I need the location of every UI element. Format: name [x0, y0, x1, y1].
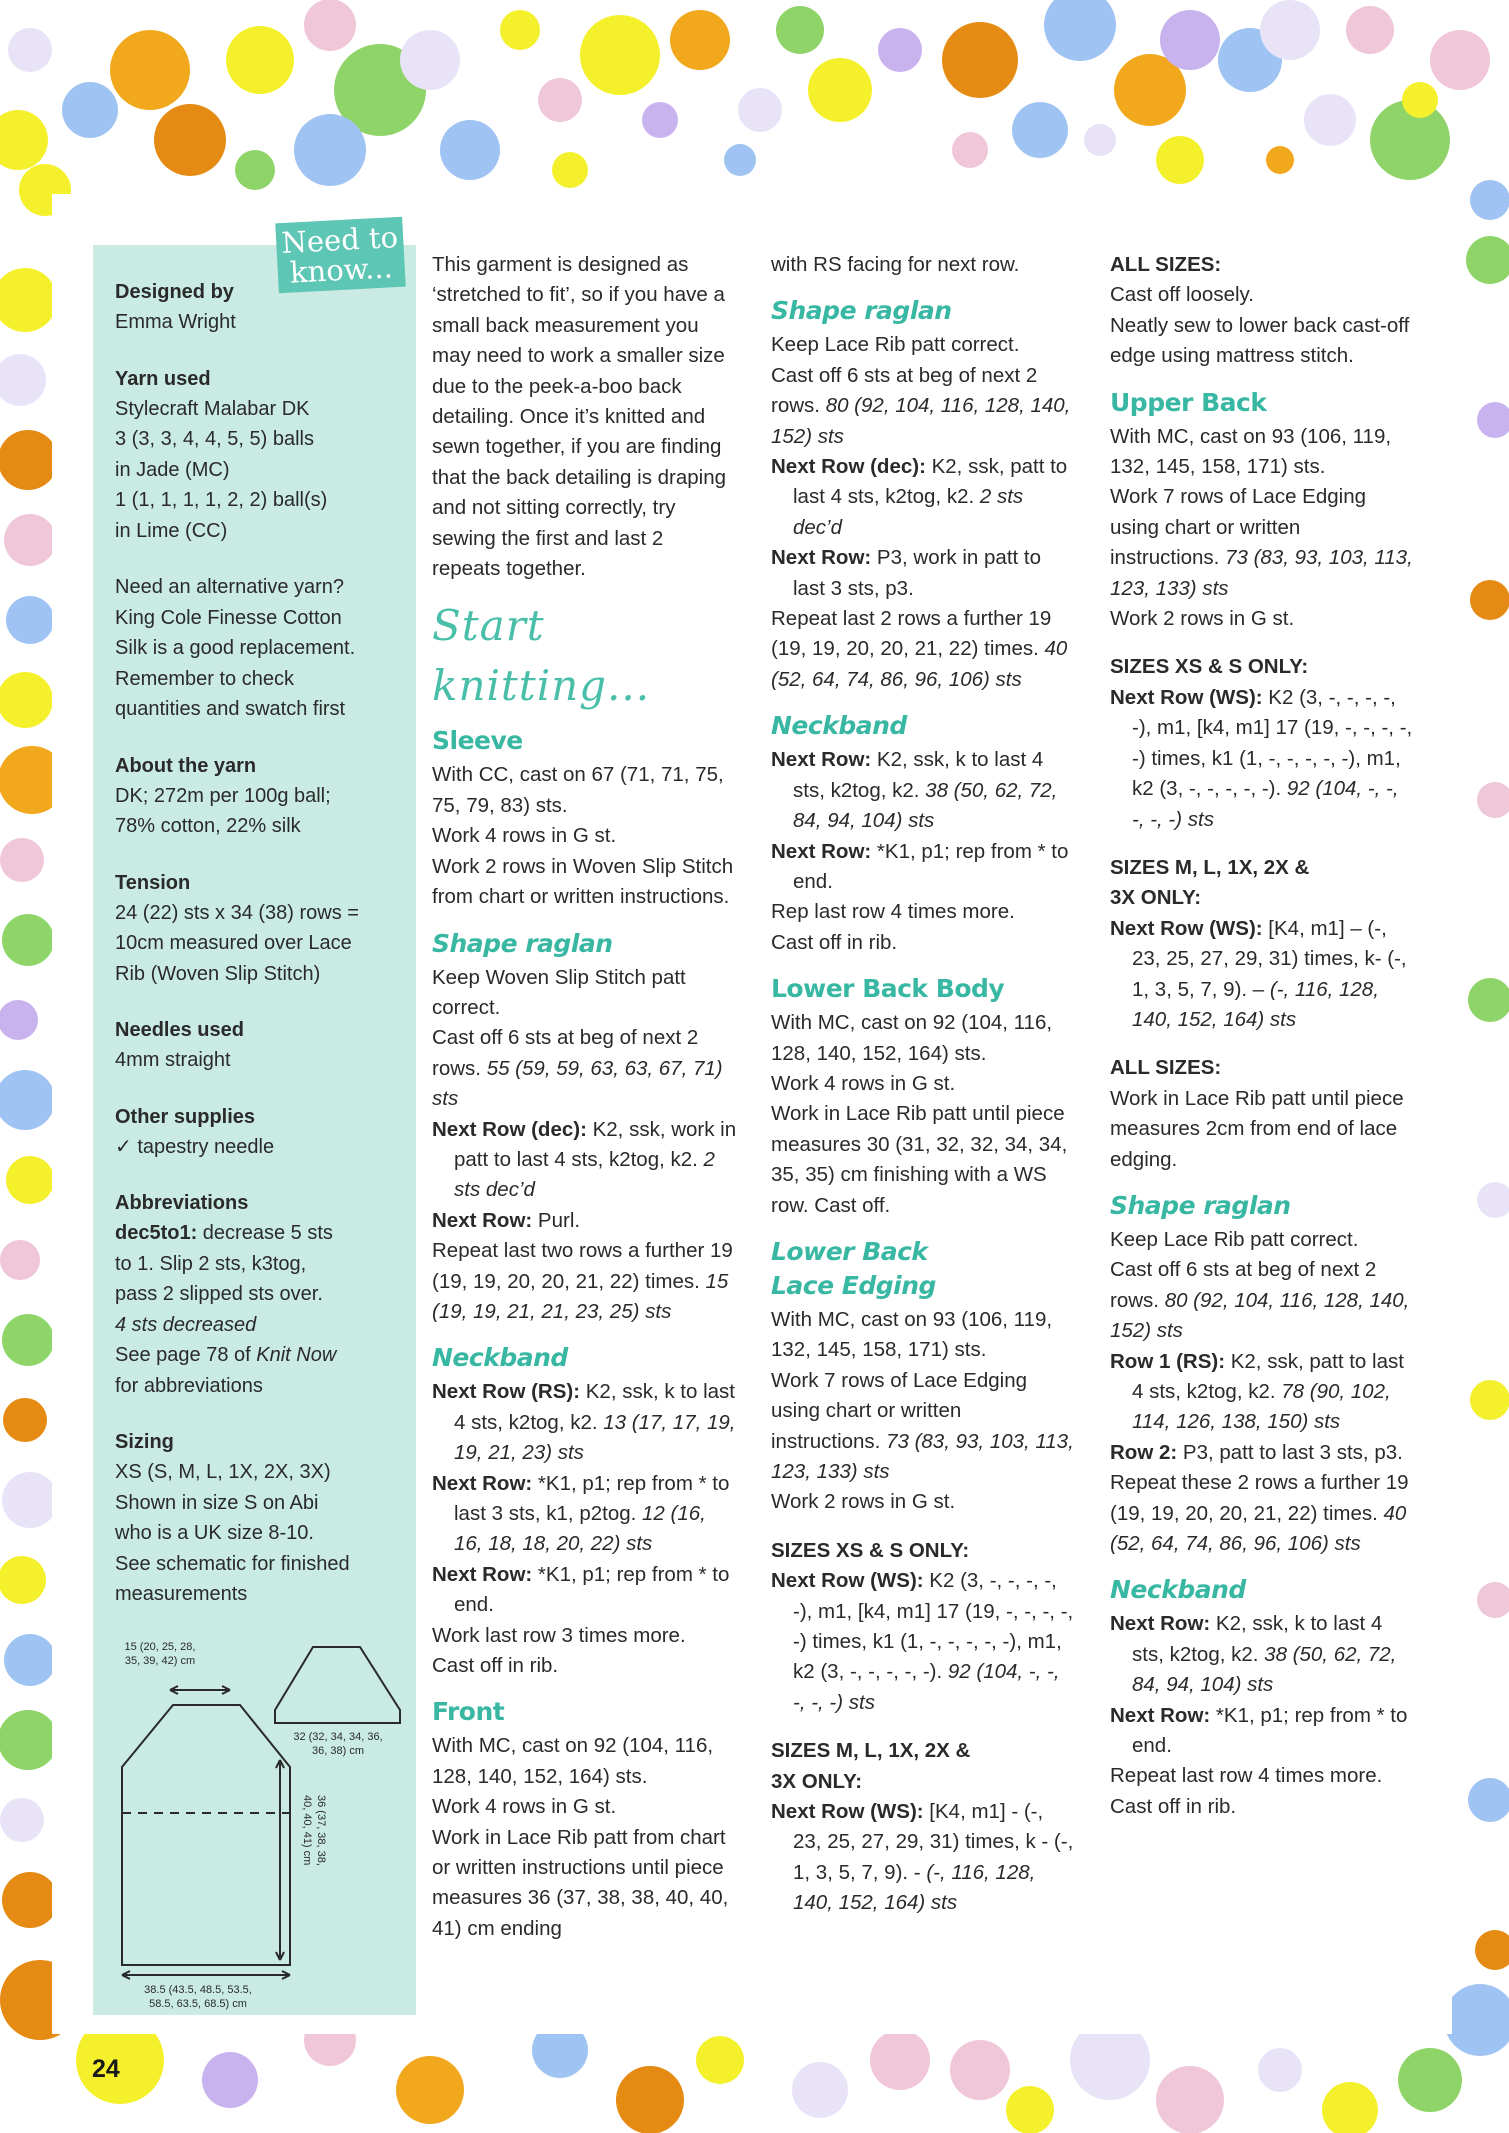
sizing-line: Shown in size S on Abi — [115, 1491, 319, 1514]
sizing-label: Sizing — [115, 1431, 174, 1453]
needles-value: 4mm straight — [115, 1049, 231, 1071]
row-text: K2 (3, -, -, -, -, -), m1, [k4, m1] 17 (19, -, -, -, -, -) times, k1 (1, -, -, -, -, -), m1, k2 (3, -, -, -, -, -). — [793, 1569, 1074, 1684]
row-label: Next Row (WS): — [771, 1800, 924, 1824]
bottom-width-label: 58.5, 63.5, 68.5) cm — [149, 1998, 247, 2010]
alt-yarn-line: Silk is a good replacement. — [115, 637, 356, 659]
row-text: [K4, m1] - (-, 23, 25, 27, 29, 31) times, k - (-, 1, 3, 5, 7, 9). - — [793, 1800, 1074, 1884]
polka-dot — [1260, 0, 1320, 60]
polka-dot — [1156, 2066, 1224, 2133]
abbrev-line: pass 2 slipped sts over. — [115, 1283, 323, 1305]
neck-text: Cast off in rib. — [771, 930, 898, 954]
stitch-count: 2 sts dec’d — [793, 485, 1024, 539]
row-text: *K1, p1; rep from * to end. — [793, 839, 1069, 893]
sleeve-width-label: 32 (32, 34, 34, 36, — [293, 1731, 383, 1743]
row-label: Next Row (WS): — [771, 1569, 924, 1593]
alt-yarn-line: Remember to check — [115, 667, 294, 690]
row-text: K2, ssk, k to last 4 sts, k2tog, k2. — [793, 748, 1044, 802]
bottom-width-label: 38.5 (43.5, 48.5, 53.5, — [144, 1984, 252, 1996]
polka-dot — [0, 1710, 58, 1770]
row-label: Next Row: — [771, 546, 872, 570]
alt-yarn-line: Need an alternative yarn? — [115, 576, 345, 598]
yarn-line: 3 (3, 3, 4, 4, 5, 5) balls — [115, 428, 314, 450]
polka-dot — [1470, 1380, 1509, 1420]
polka-dot — [304, 0, 356, 51]
sizing-line: measurements — [115, 1583, 248, 1605]
polka-dot — [2, 1872, 58, 1928]
polka-dot — [1468, 978, 1509, 1022]
polka-dot — [154, 104, 226, 176]
polka-dot — [0, 430, 58, 490]
upper-back-text: Work 2 rows in G st. — [1110, 607, 1295, 631]
polka-dot — [0, 354, 46, 406]
abbrev-term: dec5to1: — [115, 1222, 198, 1244]
all-sizes-text: Work in Lace Rib patt until piece measures 2cm from end of lace edging. — [1110, 1086, 1404, 1171]
row-label: Next Row (dec): — [432, 1117, 587, 1141]
garment-schematic — [100, 1635, 410, 2010]
polka-dot — [616, 2066, 684, 2133]
polka-dot — [1398, 2048, 1462, 2112]
row-text: *K1, p1; rep from * to end. — [454, 1562, 730, 1617]
polka-dot — [1322, 2082, 1378, 2133]
tension-line: 10cm measured over Lace — [115, 932, 352, 954]
abbreviations-label: Abbreviations — [115, 1192, 249, 1214]
about-yarn-line: 78% cotton, 22% silk — [115, 815, 301, 837]
lace-edging-heading: Lace Edging — [771, 1270, 936, 1300]
polka-dot — [1475, 1930, 1509, 1970]
polka-dot — [4, 514, 56, 566]
polka-dot — [952, 132, 988, 168]
supplies-value: ✓ tapestry needle — [115, 1135, 275, 1158]
lbb-text: Work in Lace Rib patt until piece measures 30 (31, 32, 32, 34, 34, 35, 35) cm finishing with a WS row. Cast off. — [771, 1102, 1068, 1217]
sizes-xs-s-heading: SIZES XS & S ONLY: — [1110, 655, 1309, 679]
sleeve-raglan-heading: Shape raglan — [432, 928, 613, 958]
row-label: Next Row: — [771, 839, 872, 863]
stitch-count: 15 (19, 19, 21, 21, 23, 25) sts — [432, 1269, 729, 1323]
sizes-m-3x-heading: SIZES M, L, 1X, 2X & — [771, 1739, 971, 1763]
sleeve-outline — [275, 1647, 400, 1723]
lbb-text: With MC, cast on 92 (104, 116, 128, 140, 152, 164) sts. — [771, 1011, 1053, 1065]
back-raglan-heading: Shape raglan — [1110, 1190, 1291, 1220]
neck-text: Rep last row 4 times more. — [771, 900, 1015, 924]
designer-name: Emma Wright — [115, 311, 236, 333]
stitch-count: 55 (59, 59, 63, 63, 67, 71) sts — [432, 1056, 723, 1111]
polka-dot — [2, 1472, 58, 1528]
stitch-count: 13 (17, 17, 19, 19, 21, 23) sts — [454, 1410, 736, 1465]
abbrev-result: 4 sts decreased — [115, 1313, 257, 1336]
lace-text: With MC, cast on 93 (106, 119, 132, 145, 158, 171) sts. — [771, 1307, 1053, 1362]
polka-dot — [0, 110, 48, 170]
yarn-line: in Jade (MC) — [115, 458, 230, 481]
polka-dot — [0, 1070, 55, 1130]
raglan-text: Cast off 6 sts at beg of next 2 rows. — [432, 1026, 699, 1080]
designed-by-label: Designed by — [115, 281, 234, 303]
row-text: K2, ssk, k to last 4 sts, k2tog, k2. — [1132, 1612, 1383, 1666]
row-label: Next Row: — [771, 748, 872, 772]
stitch-count: 80 (92, 104, 116, 128, 140, 152) sts — [1110, 1288, 1410, 1343]
stitch-count: 38 (50, 62, 72, 84, 94, 104) sts — [1132, 1642, 1397, 1697]
polka-dot — [1402, 82, 1438, 118]
polka-dot — [396, 2056, 464, 2124]
row-label: Next Row: — [432, 1208, 533, 1232]
polka-dot — [1006, 2086, 1054, 2133]
neck-text: Cast off in rib. — [432, 1654, 559, 1678]
polka-dot — [1156, 136, 1204, 184]
raglan-text: Keep Lace Rib patt correct. — [771, 333, 1020, 357]
polka-dot — [776, 6, 824, 54]
polka-dot — [500, 10, 540, 50]
polka-dot — [1466, 236, 1509, 284]
raglan-text: Repeat last 2 rows a further 19 (19, 19, 20, 20, 21, 22) times. — [771, 607, 1052, 661]
sleeve-text: Work 2 rows in Woven Slip Stitch from chart or written instructions. — [432, 854, 734, 909]
polka-dot — [0, 1556, 46, 1604]
row-text: K2, ssk, patt to last 4 sts, k2tog, k2. — [793, 455, 1068, 509]
neck-text: Work last row 3 times more. — [432, 1623, 686, 1647]
length-label: 40, 40, 41) cm — [301, 1795, 313, 1866]
row-label: Next Row: — [432, 1471, 533, 1495]
row-text: P3, work in patt to last 3 sts, p3. — [793, 546, 1042, 600]
supplies-label: Other supplies — [115, 1105, 256, 1128]
yarn-line: in Lime (CC) — [115, 519, 228, 542]
polka-dot — [1470, 180, 1509, 220]
back-neckband-heading: Neckband — [1110, 1575, 1246, 1605]
body-outline — [122, 1705, 290, 1965]
polka-dot — [1160, 10, 1220, 70]
length-label: 36 (37, 38, 38, — [315, 1795, 327, 1866]
raglan-text: Keep Woven Slip Stitch patt correct. — [432, 965, 686, 1019]
polka-dot — [538, 78, 582, 122]
row-text: *K1, p1; rep from * to last 3 sts, k1, p2tog. — [454, 1471, 730, 1525]
row-label: Next Row: — [1110, 1703, 1211, 1727]
front-neckband-heading: Neckband — [771, 711, 907, 741]
tension-line: Rib (Woven Slip Stitch) — [115, 962, 321, 985]
raglan-text: Keep Lace Rib patt correct. — [1110, 1227, 1359, 1251]
all-sizes-heading: ALL SIZES: — [1110, 253, 1222, 276]
row-text: K2 (3, -, -, -, -, -), m1, [k4, m1] 17 (19, -, -, -, -, -) times, k1 (1, -, -, -, -, -), m1, k2 (3, -, -, -, -, -). — [1132, 685, 1413, 801]
polka-dot — [1468, 1778, 1509, 1822]
raglan-text: Repeat these 2 rows a further 19 (19, 19, 20, 20, 21, 22) times. — [1110, 1471, 1409, 1525]
sleeve-neckband-heading: Neckband — [432, 1343, 568, 1373]
stitch-count: (-, 116, 128, 140, 152, 164) sts — [793, 1860, 1036, 1915]
stitch-count: 92 (104, -, -, -, -, -) sts — [1132, 777, 1399, 831]
stitch-count: 12 (16, 16, 18, 18, 20, 22) sts — [454, 1502, 706, 1556]
sizing-line: who is a UK size 8-10. — [115, 1522, 314, 1544]
polka-dot — [0, 672, 53, 728]
front-text: With MC, cast on 92 (104, 116, 128, 140, 152, 164) sts. — [432, 1734, 714, 1788]
abbrev-def: decrease 5 sts — [197, 1222, 333, 1244]
sizes-m-3x-heading: SIZES M, L, 1X, 2X & — [1110, 855, 1310, 879]
row-label: Next Row: — [1110, 1612, 1211, 1636]
row-label: Next Row (WS): — [1110, 685, 1263, 709]
stitch-count: 40 (52, 64, 74, 86, 96, 106) sts — [1110, 1501, 1407, 1556]
sleeve-text: Work 4 rows in G st. — [432, 824, 617, 848]
alt-yarn-line: King Cole Finesse Cotton — [115, 606, 342, 629]
polka-dot — [642, 102, 678, 138]
polka-dot — [6, 1156, 54, 1204]
polka-dot — [1012, 102, 1068, 158]
polka-dot — [552, 152, 588, 188]
polka-dot — [0, 1000, 38, 1040]
polka-dot — [1470, 580, 1509, 620]
front-raglan-heading: Shape raglan — [771, 296, 952, 326]
polka-dot — [580, 15, 660, 95]
row-label: Next Row: — [432, 1562, 533, 1586]
row-text: P3, patt to last 3 sts, p3. — [1177, 1440, 1403, 1464]
polka-dot — [1477, 782, 1509, 818]
stitch-count: 73 (83, 93, 103, 113, 123, 133) sts — [1110, 546, 1413, 600]
column-1 — [432, 250, 737, 1944]
polka-dot — [1304, 94, 1356, 146]
front-heading: Front — [432, 1697, 505, 1727]
polka-dot — [1266, 146, 1294, 174]
polka-dot — [1084, 124, 1116, 156]
need-to-know-line1: Need to — [280, 219, 399, 261]
yarn-line: 1 (1, 1, 1, 1, 2, 2) ball(s) — [115, 489, 328, 511]
polka-dot — [235, 150, 275, 190]
row-text: *K1, p1; rep from * to end. — [1132, 1703, 1408, 1758]
polka-dot — [1444, 1984, 1509, 2056]
polka-dot — [3, 1398, 47, 1442]
start-knitting-heading: Start knitting... — [432, 601, 651, 711]
yarn-used-label: Yarn used — [115, 367, 211, 390]
polka-dot — [1477, 1582, 1509, 1618]
polka-dot — [226, 26, 294, 94]
polka-dot — [1430, 30, 1490, 90]
stitch-count: 73 (83, 93, 103, 113, 123, 133) sts — [771, 1429, 1074, 1483]
polka-dot — [8, 28, 52, 72]
polka-dot — [440, 120, 500, 180]
stitch-count: 78 (90, 102, 114, 126, 138, 150) sts — [1132, 1380, 1391, 1434]
polka-dot — [1477, 402, 1509, 438]
polka-dot — [1477, 1182, 1509, 1218]
neck-width-label: 35, 39, 42) cm — [124, 1655, 196, 1667]
need-to-know-line2: know... — [289, 250, 394, 290]
tension-label: Tension — [115, 871, 191, 894]
polka-dot — [1346, 6, 1394, 54]
front-text: Work in Lace Rib patt from chart or written instructions until piece measures 36 (37, 38, 38, 40, 40, 41) cm ending — [432, 1825, 729, 1940]
polka-dot — [878, 28, 922, 72]
row-text: K2, ssk, work in patt to last 4 sts, k2tog, k2. — [454, 1117, 737, 1171]
sizes-m-3x-heading: 3X ONLY: — [1110, 886, 1202, 910]
abbrev-see-end: for abbreviations — [115, 1374, 263, 1397]
row-label: Row 1 (RS): — [1110, 1349, 1226, 1373]
polka-dot — [294, 114, 366, 186]
row-label: Next Row (RS): — [432, 1380, 581, 1404]
stitch-count: 38 (50, 62, 72, 84, 94, 104) sts — [793, 778, 1058, 833]
row-text: K2, ssk, patt to last 4 sts, k2tog, k2. — [1132, 1349, 1404, 1403]
abbrev-see: See page 78 of — [115, 1344, 257, 1366]
upper-back-text: Work 7 rows of Lace Edging using chart or written instructions. — [1110, 485, 1366, 570]
polka-dot — [950, 2040, 1010, 2100]
lace-text: Work 7 rows of Lace Edging using chart or written instructions. — [771, 1368, 1027, 1453]
stitch-count: 80 (92, 104, 116, 128, 140, 152) sts — [771, 394, 1071, 448]
about-yarn-label: About the yarn — [115, 754, 257, 777]
polka-dot — [4, 1634, 56, 1686]
row-text: [K4, m1] – (-, 23, 25, 27, 29, 31) times, k- (-, 1, 3, 5, 7, 9). – — [1132, 916, 1407, 1001]
row-text: Purl. — [532, 1208, 581, 1232]
polka-dot — [400, 30, 460, 90]
abbrev-line: to 1. Slip 2 sts, k3tog, — [115, 1252, 307, 1275]
raglan-text: Cast off 6 sts at beg of next 2 rows. — [771, 363, 1038, 418]
sizes-xs-s-heading: SIZES XS & S ONLY: — [771, 1538, 970, 1562]
alt-yarn-line: quantities and swatch first — [115, 698, 346, 720]
polka-dot — [0, 268, 57, 332]
polka-dot — [670, 10, 730, 70]
row-text: K2, ssk, k to last 4 sts, k2tog, k2. — [454, 1380, 736, 1434]
lbb-text: Work 4 rows in G st. — [771, 1071, 956, 1095]
lace-edging-heading: Lower Back — [771, 1236, 928, 1266]
front-continued: with RS facing for next row. — [771, 253, 1020, 276]
intro-paragraph: This garment is designed as ‘stretched to fit’, so if you have a small back measurement you may need to work a smaller size due to the peek-a-boo back detailing. Once it’s knitted and sewn together, if you are finding that the back detailing is draping and not sitting correctly, try sewing the first and last 2 repeats together. — [432, 253, 727, 581]
page-number: 24 — [92, 2055, 120, 2083]
polka-dot — [870, 2030, 930, 2090]
tension-line: 24 (22) sts x 34 (38) rows = — [115, 901, 359, 924]
raglan-text: Repeat last two rows a further 19 (19, 19, 20, 20, 21, 22) times. — [432, 1239, 733, 1293]
magazine-name: Knit Now — [256, 1344, 337, 1366]
raglan-text: Cast off 6 sts at beg of next 2 rows. — [1110, 1258, 1377, 1312]
polka-dot — [808, 58, 872, 122]
sleeve-width-label: 36, 38) cm — [312, 1745, 364, 1757]
polka-dot — [2, 914, 54, 966]
yarn-line: Stylecraft Malabar DK — [115, 397, 310, 420]
polka-dot — [62, 82, 118, 138]
polka-dot — [1044, 0, 1116, 61]
polka-dot — [942, 22, 1018, 98]
lace-text: Work 2 rows in G st. — [771, 1490, 956, 1514]
polka-dot — [696, 2036, 744, 2084]
sleeve-text: With CC, cast on 67 (71, 71, 75, 75, 79, 83) sts. — [432, 763, 724, 817]
column-2 — [771, 250, 1076, 1919]
all-sizes-text: Cast off loosely. — [1110, 283, 1254, 307]
all-sizes-heading: ALL SIZES: — [1110, 1056, 1222, 1080]
sizing-line: XS (S, M, L, 1X, 2X, 3X) — [115, 1461, 331, 1483]
polka-dot — [0, 1240, 40, 1280]
stitch-count: 92 (104, -, -, -, -, -) sts — [793, 1660, 1060, 1714]
polka-dot — [1258, 2048, 1302, 2092]
column-3 — [1110, 250, 1415, 1822]
about-yarn-line: DK; 272m per 100g ball; — [115, 784, 331, 807]
neck-text: Repeat last row 4 times more. — [1110, 1764, 1383, 1788]
polka-dot — [724, 144, 756, 176]
stitch-count: 40 (52, 64, 74, 86, 96, 106) sts — [771, 637, 1068, 691]
stitch-count: 2 sts dec’d — [454, 1147, 715, 1202]
row-label: Next Row (dec): — [771, 455, 926, 479]
sizing-line: See schematic for finished — [115, 1552, 350, 1575]
polka-dot — [6, 596, 54, 644]
neck-text: Cast off in rib. — [1110, 1794, 1237, 1818]
stitch-count: (-, 116, 128, 140, 152, 164) sts — [1132, 977, 1379, 1031]
sizes-m-3x-heading: 3X ONLY: — [771, 1769, 863, 1793]
lower-back-body-heading: Lower Back Body — [771, 974, 1005, 1004]
need-to-know-tab — [275, 217, 405, 294]
needles-label: Needles used — [115, 1019, 244, 1041]
row-label: Row 2: — [1110, 1440, 1178, 1464]
polka-dot — [738, 88, 782, 132]
row-label: Next Row (WS): — [1110, 916, 1263, 940]
upper-back-heading: Upper Back — [1110, 387, 1267, 417]
neck-width-label: 15 (20, 25, 28, — [124, 1641, 196, 1653]
polka-dot — [2, 1314, 54, 1366]
polka-dot — [0, 1798, 44, 1842]
sleeve-heading: Sleeve — [432, 726, 523, 756]
upper-back-text: With MC, cast on 93 (106, 119, 132, 145, 158, 171) sts. — [1110, 424, 1392, 479]
polka-dot — [202, 2052, 258, 2108]
polka-dot — [0, 838, 44, 882]
polka-dot — [110, 30, 190, 110]
front-text: Work 4 rows in G st. — [432, 1795, 617, 1819]
polka-dot — [792, 2062, 848, 2118]
all-sizes-text: Neatly sew to lower back cast-off edge using mattress stitch. — [1110, 313, 1410, 368]
